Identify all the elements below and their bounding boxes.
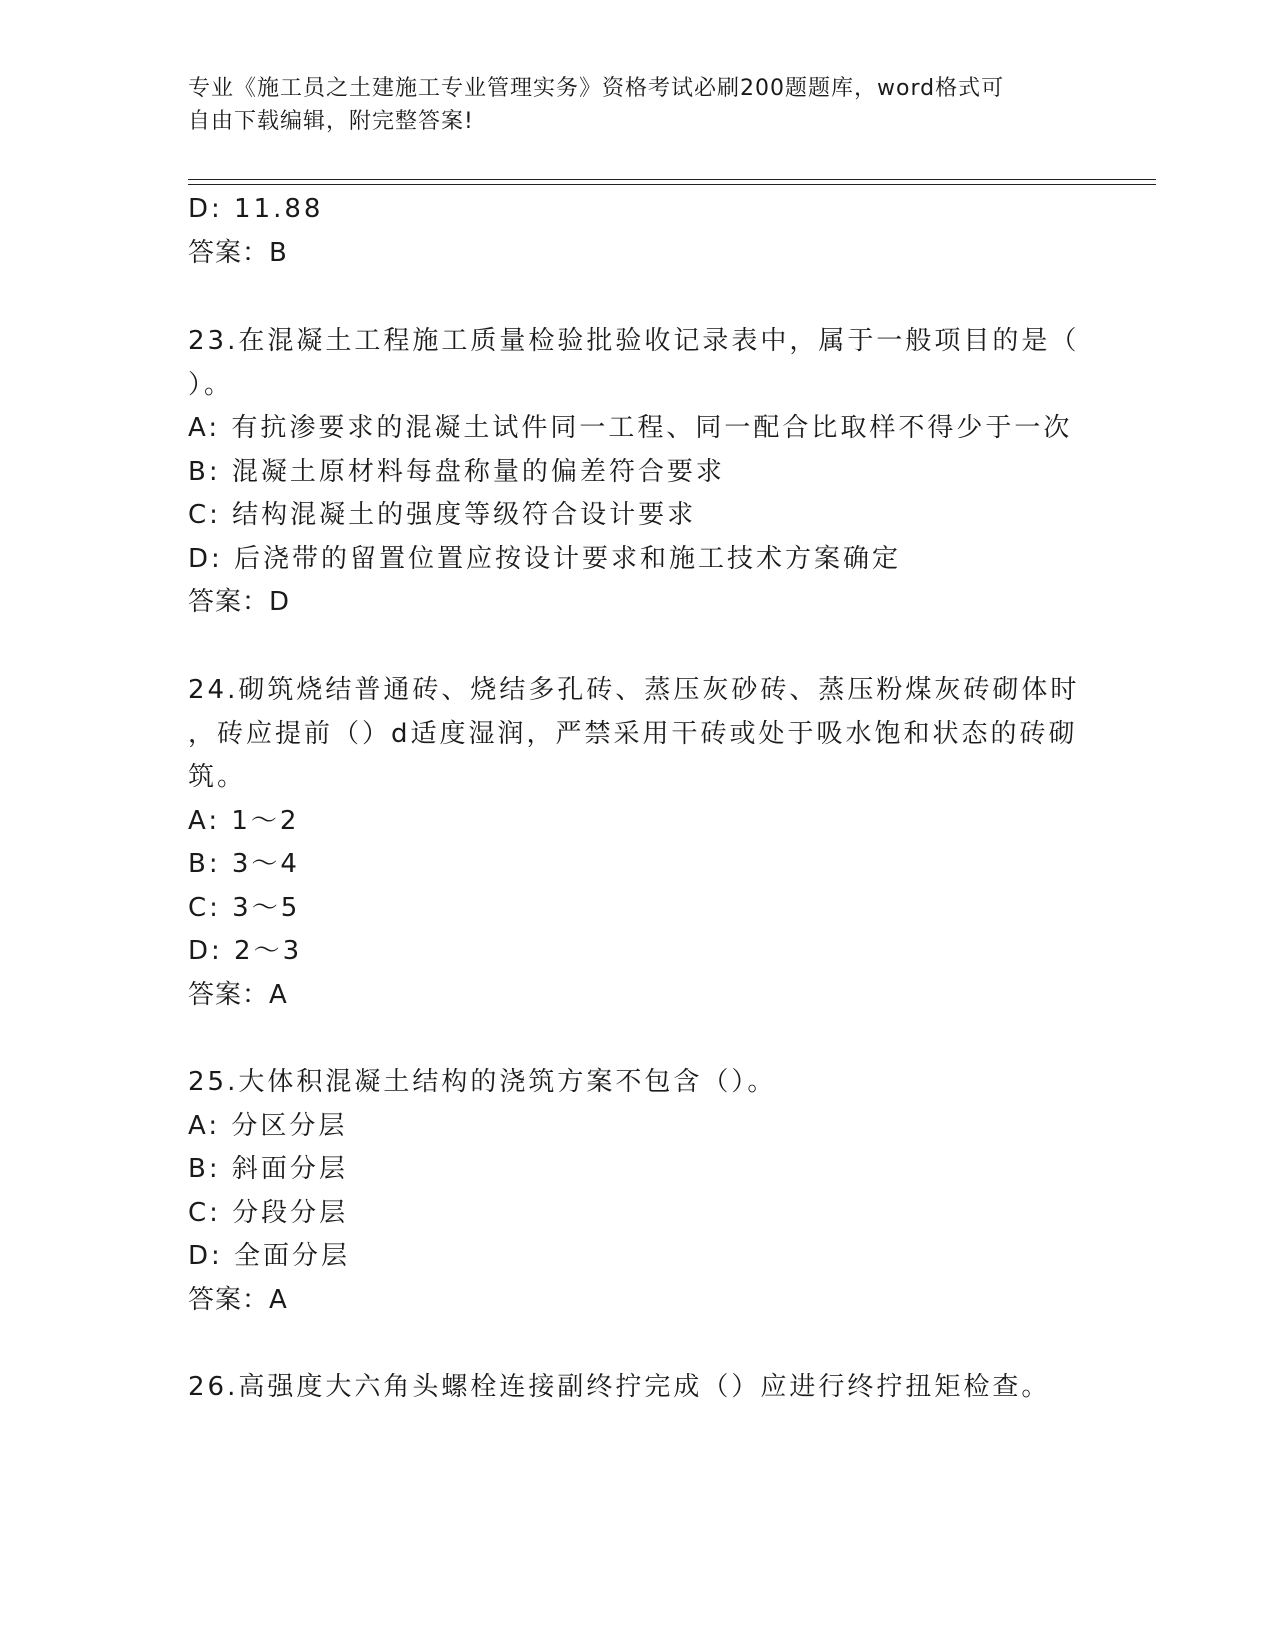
prev-answer: 答案：B (188, 238, 288, 268)
q25-option-d: D: 全面分层 (188, 1241, 351, 1271)
q23-answer: 答案：D (188, 587, 291, 617)
q23-option-b: B: 混凝土原材料每盘称量的偏差符合要求 (188, 457, 725, 487)
header-rule-top (188, 179, 1156, 180)
q23-stem-line-1: 23.在混凝土工程施工质量检验批验收记录表中，属于一般项目的是（ (188, 326, 1080, 356)
q25-option-a: A: 分区分层 (188, 1111, 348, 1141)
q23-option-d: D: 后浇带的留置位置应按设计要求和施工技术方案确定 (188, 544, 902, 574)
q25-answer: 答案：A (188, 1285, 288, 1315)
q25-option-c: C: 分段分层 (188, 1198, 349, 1228)
q24-option-d: D: 2～3 (188, 936, 303, 966)
q23-stem-line-2: ）。 (188, 370, 234, 400)
q23-option-c: C: 结构混凝土的强度等级符合设计要求 (188, 500, 697, 530)
q25-stem-line-1: 25.大体积混凝土结构的浇筑方案不包含（）。 (188, 1067, 777, 1097)
q24-stem-line-3: 筑。 (188, 762, 247, 792)
q24-option-b: B: 3～4 (188, 849, 300, 879)
header-rule-bottom (188, 184, 1156, 185)
q26-stem-line-1: 26.高强度大六角头螺栓连接副终拧完成（）应进行终拧扭矩检查。 (188, 1372, 1051, 1402)
q24-stem-line-2: ，砖应提前（）d适度湿润，严禁采用干砖或处于吸水饱和状态的砖砌 (188, 719, 1078, 749)
q24-option-c: C: 3～5 (188, 893, 301, 923)
header-line-2: 自由下载编辑，附完整答案! (188, 109, 474, 134)
q25-option-b: B: 斜面分层 (188, 1154, 348, 1184)
q24-answer: 答案：A (188, 980, 288, 1010)
prev-option-d: D: 11.88 (188, 194, 324, 224)
q24-option-a: A: 1～2 (188, 806, 300, 836)
document-header (188, 72, 1078, 138)
q24-stem-line-1: 24.砌筑烧结普通砖、烧结多孔砖、蒸压灰砂砖、蒸压粉煤灰砖砌体时 (188, 675, 1080, 705)
header-line-1: 专业《施工员之土建施工专业管理实务》资格考试必刷200题题库，word格式可 (188, 76, 1005, 101)
q23-option-a: A: 有抗渗要求的混凝土试件同一工程、同一配合比取样不得少于一次 (188, 413, 1073, 443)
